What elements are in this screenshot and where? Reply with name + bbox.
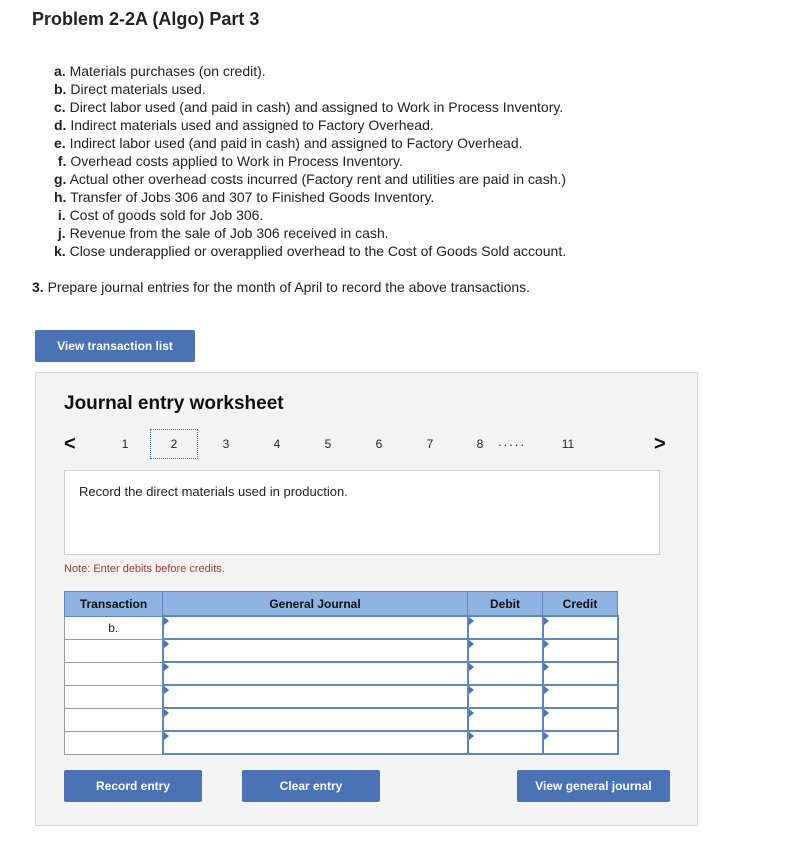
entry-note: Note: Enter debits before credits.: [64, 563, 225, 575]
transaction-item: i. Cost of goods sold for Job 306.: [57, 207, 264, 223]
transaction-item: f. Overhead costs applied to Work in Process Inventory.: [57, 153, 403, 169]
credit-input[interactable]: [543, 685, 618, 708]
account-input[interactable]: [163, 639, 468, 662]
account-input[interactable]: [163, 685, 468, 708]
transaction-item: a. Materials purchases (on credit).: [54, 63, 266, 79]
requirement-text: 3. Prepare journal entries for the month of April to record the above transactions.: [32, 279, 531, 295]
account-input[interactable]: [163, 662, 468, 685]
journal-entry-worksheet: [35, 372, 698, 826]
transaction-cell: [65, 685, 163, 708]
table-row: [65, 662, 618, 685]
col-transaction: Transaction: [65, 592, 163, 617]
transaction-cell: [65, 708, 163, 731]
debit-input[interactable]: [468, 685, 543, 708]
account-input[interactable]: [163, 616, 468, 639]
debit-input[interactable]: [468, 662, 543, 685]
transaction-item: g. Actual other overhead costs incurred (Factory rent and utilities are paid in cash.): [54, 171, 567, 187]
transaction-item: j. Revenue from the sale of Job 306 received in cash.: [57, 225, 389, 241]
transaction-item: h. Transfer of Jobs 306 and 307 to Finished Goods Inventory.: [54, 189, 435, 205]
col-debit: Debit: [468, 592, 543, 617]
credit-input[interactable]: [543, 731, 618, 754]
clear-entry-button[interactable]: Clear entry: [242, 770, 380, 802]
debit-input[interactable]: [468, 639, 543, 662]
next-arrow-icon[interactable]: >: [654, 433, 666, 455]
page-2[interactable]: 2: [150, 429, 198, 459]
table-row: [65, 685, 618, 708]
credit-input[interactable]: [543, 662, 618, 685]
account-input[interactable]: [163, 731, 468, 754]
credit-input[interactable]: [543, 616, 618, 639]
page-8[interactable]: 8: [476, 437, 484, 451]
credit-input[interactable]: [543, 708, 618, 731]
table-row: [65, 731, 618, 754]
table-row: [65, 708, 618, 731]
page-6[interactable]: 6: [375, 437, 383, 451]
transaction-item: e. Indirect labor used (and paid in cash) and assigned to Factory Overhead.: [54, 135, 523, 151]
worksheet-title: Journal entry worksheet: [64, 393, 284, 414]
credit-input[interactable]: [543, 639, 618, 662]
transaction-item: d. Indirect materials used and assigned to Factory Overhead.: [54, 117, 434, 133]
worksheet-pager: [36, 429, 699, 459]
debit-input[interactable]: [468, 708, 543, 731]
page-4[interactable]: 4: [273, 437, 281, 451]
transaction-item: c. Direct labor used (and paid in cash) and assigned to Work in Process Inventory.: [54, 99, 564, 115]
col-general-journal: General Journal: [163, 592, 468, 617]
transaction-list: [54, 62, 566, 260]
account-input[interactable]: [163, 708, 468, 731]
entry-description: Record the direct materials used in production.: [79, 484, 348, 499]
debit-input[interactable]: [468, 616, 543, 639]
debit-input[interactable]: [468, 731, 543, 754]
table-row: [65, 639, 618, 662]
transaction-cell: [65, 731, 163, 754]
transaction-item: b. Direct materials used.: [54, 81, 206, 97]
view-general-journal-button[interactable]: View general journal: [517, 770, 670, 802]
view-transaction-list-button[interactable]: View transaction list: [35, 330, 195, 362]
transaction-cell: [65, 662, 163, 685]
page-5[interactable]: 5: [324, 437, 332, 451]
page-ellipsis: .....: [498, 434, 527, 449]
prev-arrow-icon[interactable]: <: [64, 433, 76, 455]
journal-table: [64, 591, 619, 755]
entry-description-box: [64, 470, 660, 555]
page-11[interactable]: 11: [561, 437, 575, 451]
page-title: Problem 2-2A (Algo) Part 3: [32, 9, 260, 29]
record-entry-button[interactable]: Record entry: [64, 770, 202, 802]
page-7[interactable]: 7: [426, 437, 434, 451]
table-row: [65, 616, 618, 639]
col-credit: Credit: [543, 592, 618, 617]
page-3[interactable]: 3: [222, 437, 230, 451]
transaction-item: k. Close underapplied or overapplied overhead to the Cost of Goods Sold account.: [54, 243, 567, 259]
transaction-cell: [65, 639, 163, 662]
transaction-cell: b.: [65, 616, 163, 639]
page-1[interactable]: 1: [121, 437, 129, 451]
